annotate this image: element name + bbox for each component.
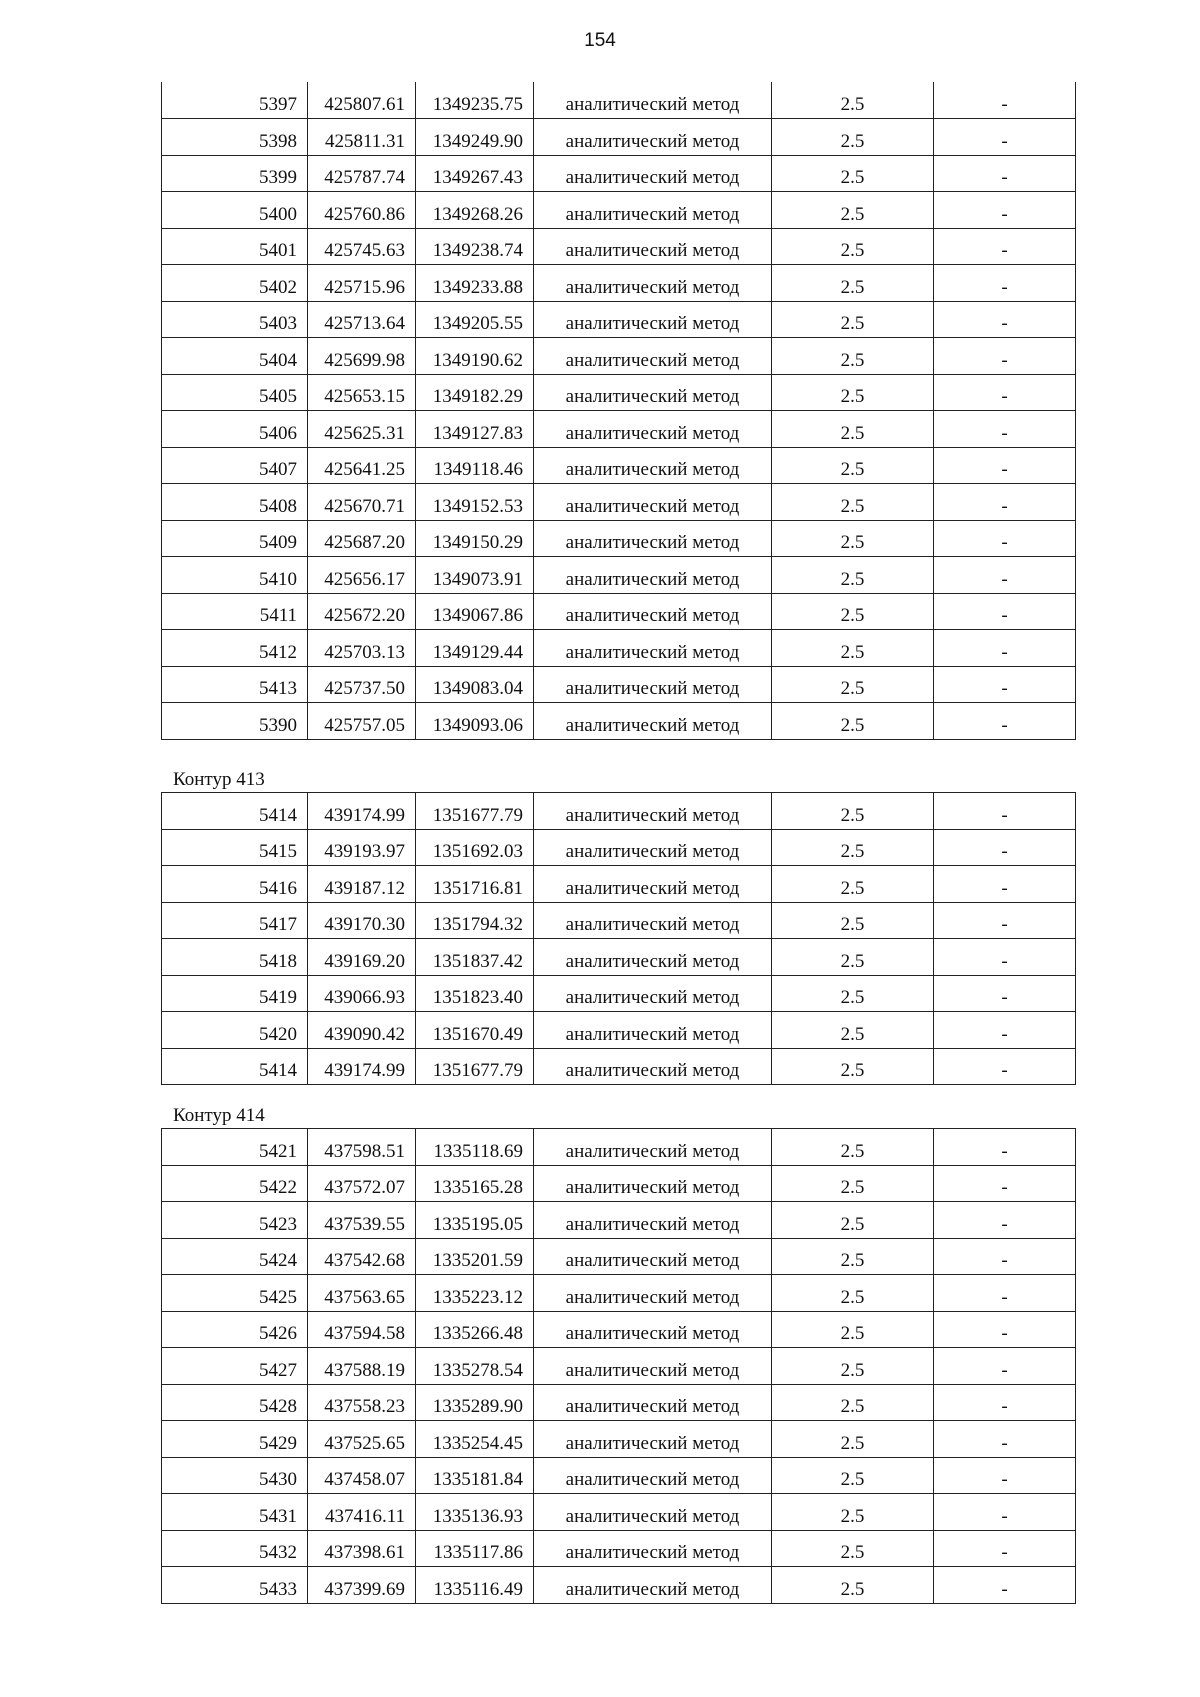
table-row bbox=[162, 374, 1076, 411]
method-cell: аналитический метод bbox=[534, 228, 772, 265]
accuracy-cell: 2.5 bbox=[772, 265, 934, 302]
coord-x-cell: 425745.63 bbox=[308, 228, 416, 265]
coord-y-cell: 1335165.28 bbox=[416, 1165, 534, 1202]
table-row bbox=[162, 1275, 1076, 1312]
coord-x-cell: 425670.71 bbox=[308, 484, 416, 521]
table-row bbox=[162, 1238, 1076, 1275]
table-row bbox=[162, 866, 1076, 903]
method-cell: аналитический метод bbox=[534, 630, 772, 667]
method-cell: аналитический метод bbox=[534, 1275, 772, 1312]
table-row bbox=[162, 1421, 1076, 1458]
accuracy-cell: 2.5 bbox=[772, 82, 934, 119]
note-cell: - bbox=[934, 1567, 1076, 1604]
note-cell: - bbox=[934, 82, 1076, 119]
accuracy-cell: 2.5 bbox=[772, 593, 934, 630]
note-cell: - bbox=[934, 1012, 1076, 1049]
table-row bbox=[162, 301, 1076, 338]
coord-y-cell: 1349235.75 bbox=[416, 82, 534, 119]
coord-y-cell: 1351794.32 bbox=[416, 902, 534, 939]
point-number-cell: 5433 bbox=[162, 1567, 308, 1604]
point-number-cell: 5430 bbox=[162, 1457, 308, 1494]
point-number-cell: 5418 bbox=[162, 939, 308, 976]
coord-y-cell: 1349067.86 bbox=[416, 593, 534, 630]
accuracy-cell: 2.5 bbox=[772, 484, 934, 521]
coord-y-cell: 1349249.90 bbox=[416, 119, 534, 156]
note-cell: - bbox=[934, 1238, 1076, 1275]
coord-y-cell: 1349073.91 bbox=[416, 557, 534, 594]
coord-x-cell: 425656.17 bbox=[308, 557, 416, 594]
coord-x-cell: 425787.74 bbox=[308, 155, 416, 192]
point-number-cell: 5423 bbox=[162, 1202, 308, 1239]
coord-y-cell: 1349190.62 bbox=[416, 338, 534, 375]
coord-y-cell: 1349268.26 bbox=[416, 192, 534, 229]
point-number-cell: 5398 bbox=[162, 119, 308, 156]
method-cell: аналитический метод bbox=[534, 1384, 772, 1421]
coord-x-cell: 425672.20 bbox=[308, 593, 416, 630]
point-number-cell: 5399 bbox=[162, 155, 308, 192]
accuracy-cell: 2.5 bbox=[772, 630, 934, 667]
note-cell: - bbox=[934, 484, 1076, 521]
coord-y-cell: 1335116.49 bbox=[416, 1567, 534, 1604]
table-row bbox=[162, 975, 1076, 1012]
method-cell: аналитический метод bbox=[534, 975, 772, 1012]
method-cell: аналитический метод bbox=[534, 829, 772, 866]
contour-413-label: Контур 413 bbox=[173, 769, 265, 790]
note-cell: - bbox=[934, 703, 1076, 740]
note-cell: - bbox=[934, 301, 1076, 338]
note-cell: - bbox=[934, 447, 1076, 484]
note-cell: - bbox=[934, 829, 1076, 866]
accuracy-cell: 2.5 bbox=[772, 1012, 934, 1049]
method-cell: аналитический метод bbox=[534, 338, 772, 375]
point-number-cell: 5421 bbox=[162, 1129, 308, 1166]
contour-414-table bbox=[161, 1128, 1075, 1604]
accuracy-cell: 2.5 bbox=[772, 1348, 934, 1385]
note-cell: - bbox=[934, 192, 1076, 229]
point-number-cell: 5400 bbox=[162, 192, 308, 229]
coord-x-cell: 437539.55 bbox=[308, 1202, 416, 1239]
method-cell: аналитический метод bbox=[534, 1048, 772, 1085]
point-number-cell: 5403 bbox=[162, 301, 308, 338]
coord-x-cell: 425757.05 bbox=[308, 703, 416, 740]
note-cell: - bbox=[934, 1494, 1076, 1531]
accuracy-cell: 2.5 bbox=[772, 338, 934, 375]
coord-x-cell: 425715.96 bbox=[308, 265, 416, 302]
note-cell: - bbox=[934, 630, 1076, 667]
accuracy-cell: 2.5 bbox=[772, 155, 934, 192]
accuracy-cell: 2.5 bbox=[772, 1238, 934, 1275]
table-row bbox=[162, 1457, 1076, 1494]
method-cell: аналитический метод bbox=[534, 1348, 772, 1385]
table-row bbox=[162, 666, 1076, 703]
method-cell: аналитический метод bbox=[534, 82, 772, 119]
accuracy-cell: 2.5 bbox=[772, 557, 934, 594]
point-number-cell: 5404 bbox=[162, 338, 308, 375]
table-body bbox=[162, 1129, 1076, 1604]
method-cell: аналитический метод bbox=[534, 1202, 772, 1239]
method-cell: аналитический метод bbox=[534, 411, 772, 448]
coord-x-cell: 439169.20 bbox=[308, 939, 416, 976]
point-number-cell: 5427 bbox=[162, 1348, 308, 1385]
method-cell: аналитический метод bbox=[534, 1457, 772, 1494]
coord-y-cell: 1351692.03 bbox=[416, 829, 534, 866]
point-number-cell: 5414 bbox=[162, 1048, 308, 1085]
coord-x-cell: 437399.69 bbox=[308, 1567, 416, 1604]
note-cell: - bbox=[934, 1311, 1076, 1348]
coord-y-cell: 1335254.45 bbox=[416, 1421, 534, 1458]
coord-y-cell: 1351716.81 bbox=[416, 866, 534, 903]
coord-y-cell: 1349182.29 bbox=[416, 374, 534, 411]
coord-x-cell: 425703.13 bbox=[308, 630, 416, 667]
note-cell: - bbox=[934, 155, 1076, 192]
coord-y-cell: 1351670.49 bbox=[416, 1012, 534, 1049]
point-number-cell: 5420 bbox=[162, 1012, 308, 1049]
point-number-cell: 5402 bbox=[162, 265, 308, 302]
coord-y-cell: 1349267.43 bbox=[416, 155, 534, 192]
accuracy-cell: 2.5 bbox=[772, 793, 934, 830]
accuracy-cell: 2.5 bbox=[772, 228, 934, 265]
table-row bbox=[162, 1048, 1076, 1085]
note-cell: - bbox=[934, 1384, 1076, 1421]
method-cell: аналитический метод bbox=[534, 484, 772, 521]
coord-y-cell: 1349205.55 bbox=[416, 301, 534, 338]
coord-x-cell: 439174.99 bbox=[308, 1048, 416, 1085]
note-cell: - bbox=[934, 265, 1076, 302]
point-number-cell: 5408 bbox=[162, 484, 308, 521]
table-row bbox=[162, 228, 1076, 265]
note-cell: - bbox=[934, 793, 1076, 830]
coord-x-cell: 437458.07 bbox=[308, 1457, 416, 1494]
point-number-cell: 5415 bbox=[162, 829, 308, 866]
point-number-cell: 5416 bbox=[162, 866, 308, 903]
coord-x-cell: 437398.61 bbox=[308, 1530, 416, 1567]
method-cell: аналитический метод bbox=[534, 301, 772, 338]
method-cell: аналитический метод bbox=[534, 1494, 772, 1531]
coord-y-cell: 1335223.12 bbox=[416, 1275, 534, 1312]
point-number-cell: 5390 bbox=[162, 703, 308, 740]
accuracy-cell: 2.5 bbox=[772, 1275, 934, 1312]
coord-x-cell: 439066.93 bbox=[308, 975, 416, 1012]
coord-x-cell: 425687.20 bbox=[308, 520, 416, 557]
table-row bbox=[162, 1012, 1076, 1049]
note-cell: - bbox=[934, 1421, 1076, 1458]
table-row bbox=[162, 155, 1076, 192]
method-cell: аналитический метод bbox=[534, 1311, 772, 1348]
note-cell: - bbox=[934, 119, 1076, 156]
table-row bbox=[162, 939, 1076, 976]
point-number-cell: 5409 bbox=[162, 520, 308, 557]
note-cell: - bbox=[934, 666, 1076, 703]
method-cell: аналитический метод bbox=[534, 1165, 772, 1202]
coord-y-cell: 1351677.79 bbox=[416, 1048, 534, 1085]
coord-x-cell: 437542.68 bbox=[308, 1238, 416, 1275]
table-row bbox=[162, 593, 1076, 630]
page-number: 154 bbox=[584, 30, 616, 51]
coord-y-cell: 1351823.40 bbox=[416, 975, 534, 1012]
method-cell: аналитический метод bbox=[534, 902, 772, 939]
accuracy-cell: 2.5 bbox=[772, 1165, 934, 1202]
point-number-cell: 5425 bbox=[162, 1275, 308, 1312]
note-cell: - bbox=[934, 902, 1076, 939]
coord-x-cell: 437572.07 bbox=[308, 1165, 416, 1202]
table-row bbox=[162, 793, 1076, 830]
coord-x-cell: 437598.51 bbox=[308, 1129, 416, 1166]
table-row bbox=[162, 557, 1076, 594]
table-row bbox=[162, 1311, 1076, 1348]
note-cell: - bbox=[934, 1129, 1076, 1166]
accuracy-cell: 2.5 bbox=[772, 1494, 934, 1531]
table-row bbox=[162, 411, 1076, 448]
coord-y-cell: 1335201.59 bbox=[416, 1238, 534, 1275]
accuracy-cell: 2.5 bbox=[772, 1384, 934, 1421]
coord-x-cell: 425699.98 bbox=[308, 338, 416, 375]
note-cell: - bbox=[934, 1275, 1076, 1312]
accuracy-cell: 2.5 bbox=[772, 902, 934, 939]
contour-413-table bbox=[161, 792, 1075, 1085]
point-number-cell: 5428 bbox=[162, 1384, 308, 1421]
coord-y-cell: 1349083.04 bbox=[416, 666, 534, 703]
accuracy-cell: 2.5 bbox=[772, 447, 934, 484]
accuracy-cell: 2.5 bbox=[772, 1048, 934, 1085]
point-number-cell: 5414 bbox=[162, 793, 308, 830]
accuracy-cell: 2.5 bbox=[772, 301, 934, 338]
accuracy-cell: 2.5 bbox=[772, 1457, 934, 1494]
table-row bbox=[162, 447, 1076, 484]
coord-x-cell: 437594.58 bbox=[308, 1311, 416, 1348]
accuracy-cell: 2.5 bbox=[772, 1202, 934, 1239]
accuracy-cell: 2.5 bbox=[772, 374, 934, 411]
method-cell: аналитический метод bbox=[534, 557, 772, 594]
accuracy-cell: 2.5 bbox=[772, 520, 934, 557]
method-cell: аналитический метод bbox=[534, 1421, 772, 1458]
coord-x-cell: 437416.11 bbox=[308, 1494, 416, 1531]
coord-y-cell: 1335195.05 bbox=[416, 1202, 534, 1239]
table-row bbox=[162, 1530, 1076, 1567]
method-cell: аналитический метод bbox=[534, 793, 772, 830]
method-cell: аналитический метод bbox=[534, 155, 772, 192]
accuracy-cell: 2.5 bbox=[772, 411, 934, 448]
method-cell: аналитический метод bbox=[534, 265, 772, 302]
coord-y-cell: 1349238.74 bbox=[416, 228, 534, 265]
point-number-cell: 5422 bbox=[162, 1165, 308, 1202]
accuracy-cell: 2.5 bbox=[772, 1129, 934, 1166]
accuracy-cell: 2.5 bbox=[772, 1421, 934, 1458]
coord-x-cell: 439090.42 bbox=[308, 1012, 416, 1049]
coord-y-cell: 1335278.54 bbox=[416, 1348, 534, 1385]
note-cell: - bbox=[934, 975, 1076, 1012]
accuracy-cell: 2.5 bbox=[772, 866, 934, 903]
note-cell: - bbox=[934, 1165, 1076, 1202]
accuracy-cell: 2.5 bbox=[772, 666, 934, 703]
note-cell: - bbox=[934, 1530, 1076, 1567]
note-cell: - bbox=[934, 228, 1076, 265]
accuracy-cell: 2.5 bbox=[772, 939, 934, 976]
table-body bbox=[162, 793, 1076, 1085]
accuracy-cell: 2.5 bbox=[772, 119, 934, 156]
coord-x-cell: 425625.31 bbox=[308, 411, 416, 448]
accuracy-cell: 2.5 bbox=[772, 1530, 934, 1567]
note-cell: - bbox=[934, 1202, 1076, 1239]
method-cell: аналитический метод bbox=[534, 119, 772, 156]
table-row bbox=[162, 829, 1076, 866]
method-cell: аналитический метод bbox=[534, 520, 772, 557]
note-cell: - bbox=[934, 1048, 1076, 1085]
point-number-cell: 5406 bbox=[162, 411, 308, 448]
coord-y-cell: 1351677.79 bbox=[416, 793, 534, 830]
coord-x-cell: 437588.19 bbox=[308, 1348, 416, 1385]
table-row bbox=[162, 703, 1076, 740]
accuracy-cell: 2.5 bbox=[772, 1311, 934, 1348]
accuracy-cell: 2.5 bbox=[772, 1567, 934, 1604]
note-cell: - bbox=[934, 374, 1076, 411]
coord-y-cell: 1349150.29 bbox=[416, 520, 534, 557]
method-cell: аналитический метод bbox=[534, 939, 772, 976]
coord-y-cell: 1349129.44 bbox=[416, 630, 534, 667]
method-cell: аналитический метод bbox=[534, 1567, 772, 1604]
coord-y-cell: 1349127.83 bbox=[416, 411, 534, 448]
coord-x-cell: 425811.31 bbox=[308, 119, 416, 156]
coord-x-cell: 437563.65 bbox=[308, 1275, 416, 1312]
coord-y-cell: 1351837.42 bbox=[416, 939, 534, 976]
table-body bbox=[162, 82, 1076, 739]
table-row bbox=[162, 1202, 1076, 1239]
coord-x-cell: 437525.65 bbox=[308, 1421, 416, 1458]
method-cell: аналитический метод bbox=[534, 1012, 772, 1049]
coord-x-cell: 425737.50 bbox=[308, 666, 416, 703]
table-row bbox=[162, 484, 1076, 521]
note-cell: - bbox=[934, 411, 1076, 448]
method-cell: аналитический метод bbox=[534, 447, 772, 484]
point-number-cell: 5412 bbox=[162, 630, 308, 667]
note-cell: - bbox=[934, 866, 1076, 903]
coord-x-cell: 425653.15 bbox=[308, 374, 416, 411]
coord-y-cell: 1335289.90 bbox=[416, 1384, 534, 1421]
coord-y-cell: 1335136.93 bbox=[416, 1494, 534, 1531]
coord-x-cell: 437558.23 bbox=[308, 1384, 416, 1421]
contour-414-label: Контур 414 bbox=[173, 1105, 265, 1126]
coord-y-cell: 1335117.86 bbox=[416, 1530, 534, 1567]
note-cell: - bbox=[934, 1457, 1076, 1494]
point-number-cell: 5419 bbox=[162, 975, 308, 1012]
coord-x-cell: 425641.25 bbox=[308, 447, 416, 484]
method-cell: аналитический метод bbox=[534, 192, 772, 229]
table-row bbox=[162, 630, 1076, 667]
method-cell: аналитический метод bbox=[534, 593, 772, 630]
coord-y-cell: 1349233.88 bbox=[416, 265, 534, 302]
method-cell: аналитический метод bbox=[534, 1129, 772, 1166]
note-cell: - bbox=[934, 939, 1076, 976]
point-number-cell: 5411 bbox=[162, 593, 308, 630]
point-number-cell: 5413 bbox=[162, 666, 308, 703]
method-cell: аналитический метод bbox=[534, 1530, 772, 1567]
point-number-cell: 5410 bbox=[162, 557, 308, 594]
table-row bbox=[162, 1165, 1076, 1202]
point-number-cell: 5405 bbox=[162, 374, 308, 411]
note-cell: - bbox=[934, 593, 1076, 630]
point-number-cell: 5401 bbox=[162, 228, 308, 265]
note-cell: - bbox=[934, 557, 1076, 594]
table-row bbox=[162, 192, 1076, 229]
method-cell: аналитический метод bbox=[534, 703, 772, 740]
point-number-cell: 5424 bbox=[162, 1238, 308, 1275]
coord-y-cell: 1335266.48 bbox=[416, 1311, 534, 1348]
coord-x-cell: 425807.61 bbox=[308, 82, 416, 119]
note-cell: - bbox=[934, 338, 1076, 375]
coord-y-cell: 1335181.84 bbox=[416, 1457, 534, 1494]
table-row bbox=[162, 902, 1076, 939]
method-cell: аналитический метод bbox=[534, 1238, 772, 1275]
coord-x-cell: 439187.12 bbox=[308, 866, 416, 903]
table-row bbox=[162, 1567, 1076, 1604]
coord-x-cell: 425713.64 bbox=[308, 301, 416, 338]
table-row bbox=[162, 520, 1076, 557]
method-cell: аналитический метод bbox=[534, 666, 772, 703]
table-row bbox=[162, 1348, 1076, 1385]
accuracy-cell: 2.5 bbox=[772, 975, 934, 1012]
point-number-cell: 5431 bbox=[162, 1494, 308, 1531]
coord-y-cell: 1349118.46 bbox=[416, 447, 534, 484]
point-number-cell: 5426 bbox=[162, 1311, 308, 1348]
accuracy-cell: 2.5 bbox=[772, 829, 934, 866]
note-cell: - bbox=[934, 520, 1076, 557]
coord-x-cell: 439193.97 bbox=[308, 829, 416, 866]
table-row bbox=[162, 119, 1076, 156]
point-number-cell: 5432 bbox=[162, 1530, 308, 1567]
accuracy-cell: 2.5 bbox=[772, 192, 934, 229]
point-number-cell: 5417 bbox=[162, 902, 308, 939]
point-number-cell: 5407 bbox=[162, 447, 308, 484]
note-cell: - bbox=[934, 1348, 1076, 1385]
table-row bbox=[162, 1129, 1076, 1166]
table-row bbox=[162, 82, 1076, 119]
table-row bbox=[162, 1494, 1076, 1531]
table-row bbox=[162, 265, 1076, 302]
method-cell: аналитический метод bbox=[534, 866, 772, 903]
coordinates-table-continued bbox=[161, 82, 1075, 740]
table-row bbox=[162, 1384, 1076, 1421]
coord-x-cell: 425760.86 bbox=[308, 192, 416, 229]
coord-y-cell: 1335118.69 bbox=[416, 1129, 534, 1166]
coord-y-cell: 1349093.06 bbox=[416, 703, 534, 740]
point-number-cell: 5397 bbox=[162, 82, 308, 119]
point-number-cell: 5429 bbox=[162, 1421, 308, 1458]
table-row bbox=[162, 338, 1076, 375]
coord-x-cell: 439170.30 bbox=[308, 902, 416, 939]
coord-y-cell: 1349152.53 bbox=[416, 484, 534, 521]
method-cell: аналитический метод bbox=[534, 374, 772, 411]
accuracy-cell: 2.5 bbox=[772, 703, 934, 740]
coord-x-cell: 439174.99 bbox=[308, 793, 416, 830]
